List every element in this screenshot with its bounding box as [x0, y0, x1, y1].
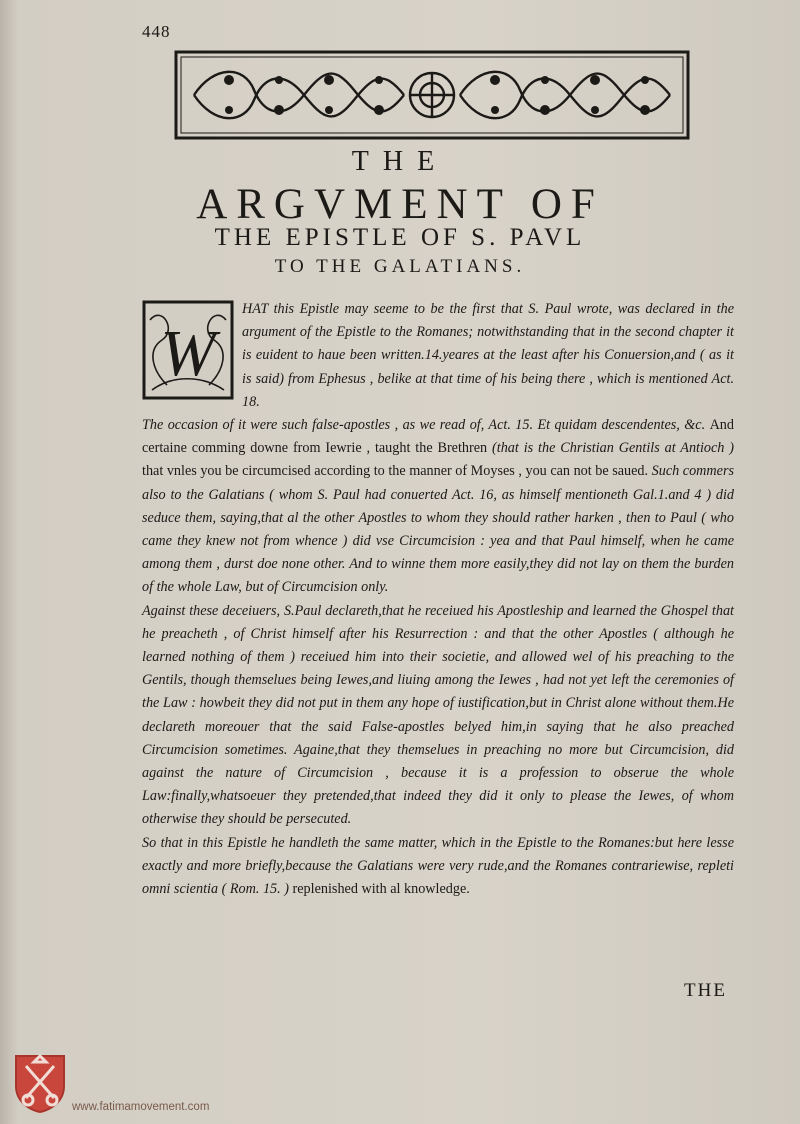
page-number: 448 [142, 22, 171, 41]
dropcap-letter: W [160, 317, 216, 390]
decorated-initial-letter [142, 300, 234, 400]
title-to-the-galatians: TO THE GALATIANS. [274, 256, 526, 277]
title-argument-of: ARGVMENT OF [196, 181, 604, 228]
paragraph-2-quote-end: that vnles you be circumcised according to the manner of Moyses , you can not be saued. [142, 463, 649, 480]
title-epistle-of-s-paul: THE EPISTLE OF S. PAVL [214, 224, 586, 251]
title-the: THE [351, 146, 449, 177]
paragraph-2-quote: And certaine comming downe from Iewrie , taught the Brethren [142, 417, 734, 457]
paragraph-4-end: replenished with al knowledge. [292, 881, 470, 898]
paragraph-1-text: HAT this Epistle may seeme to be the first that S. Paul wrote, was declared in the argument of the Epistle to the Romanes; notwithstanding that in the second chapter it is euident to haue been written.14.yeares at the least after his Conuersion,and ( as it is said) from Ephesus , belike at that time of his being there , which is mentioned Act. 18. [242, 301, 734, 410]
paragraph-4 [142, 832, 734, 902]
papal-keys-logo [12, 1052, 68, 1114]
paragraph-2-aside: (that is the Christian Gentils at Antioch ) [492, 440, 735, 457]
paragraph-2 [142, 414, 734, 600]
catchword: THE [684, 980, 727, 1001]
argument-body [142, 298, 734, 901]
paragraph-3: Against these deceiuers, S.Paul declareth,that he receiued his Apostleship and learned the Ghospel that he preacheth , of Christ himself after his Resurrection : and that the other Apostles ( although he learned nothing of them ) receiued him into their societie, and allowed wel of his preaching to the Gentils, though themselues being Iewes,and liuing among the Iewes , had not yet left the ceremonies of the Law : howbeit they did not put in them any hope of iustification,but in Christ alone without them.He declareth moreouer that the said False-apostles belyed him,in saying that he also preached Circumcision sometimes. Againe,that they themselues in preaching no more but Circumcision, did against the nature of Circumcision , because it is a profession to obserue the whole Law:finally,whatsoeuer they pretended,that indeed they did it only to please the Iewes, of whom otherwise they should be persecuted. [142, 602, 734, 828]
ornamental-headpiece [174, 50, 690, 140]
paragraph-2-rest: Such commers also to the Galatians ( whom S. Paul had conuerted Act. 16, as himself mentioneth Gal.1.and 4 ) did seduce them, saying,that al the other Apostles to whom they should rather harken , then to Paul ( who came they knew not from whence ) did vse Circumcision : yea and that Paul himself, when he came among them , durst doe none other. And to winne them more easily,they did not lay on them the burden of the whole Law, but of Circumcision only. [142, 463, 734, 596]
paragraph-2-intro: The occasion of it were such false-apostles , as we read of, Act. 15. Et quidam descendentes, &c. [142, 417, 706, 434]
footer-website-url: www.fatimamovement.com [72, 1101, 210, 1113]
paragraph-1 [142, 298, 734, 414]
paragraph-4-text: So that in this Epistle he handleth the same matter, which in the Epistle to the Romanes:but here lesse exactly and more briefly,because the Galatians were very rude,and the Romanes contrariewise, repleti omni scientia ( Rom. 15. ) [142, 834, 734, 898]
